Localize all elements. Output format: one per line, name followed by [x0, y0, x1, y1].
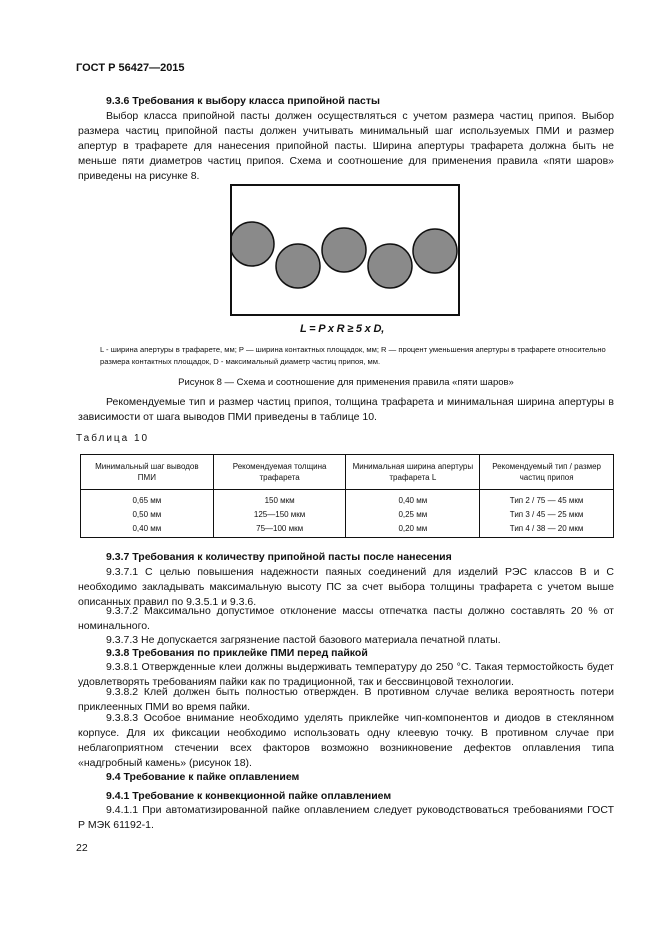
- table-header-cell: Минимальная ширина апертуры трафарета L: [346, 455, 480, 490]
- table-header-cell: Минимальный шаг выводов ПМИ: [81, 455, 214, 490]
- figure-8-frame: [230, 184, 460, 316]
- document-header: ГОСТ Р 56427—2015: [76, 62, 185, 74]
- table-cell: Тип 4 / 38 — 20 мкм: [480, 521, 614, 538]
- figure-caption: Рисунок 8 — Схема и соотношение для применения правила «пяти шаров»: [178, 377, 514, 388]
- table-cell: 75—100 мкм: [213, 521, 346, 538]
- paragraph-9-3-8-1: 9.3.8.1 Отвержденные клеи должны выдерживать температуру до 250 °С. Такая термостойкость будет удовлетворять требованиям пайки как по традиционной, так и бессвинцовой технологии.: [78, 661, 614, 688]
- table-header-cell: Рекомендуемая толщина трафарета: [213, 455, 346, 490]
- solder-ball: [276, 244, 320, 288]
- paragraph-9-3-8-2: 9.3.8.2 Клей должен быть полностью отвержден. В противном случае велика вероятность потери приклеенных ПМИ во время пайки.: [78, 686, 614, 713]
- table-10: [80, 454, 614, 538]
- section-heading-9-3-6: 9.3.6 Требования к выбору класса припойной пасты: [106, 95, 380, 107]
- table-row: [81, 490, 614, 508]
- solder-ball: [413, 229, 457, 273]
- table-cell: 0,20 мм: [346, 521, 480, 538]
- five-balls-diagram: [232, 186, 458, 314]
- table-caption: Таблица 10: [76, 433, 150, 444]
- section-heading-9-3-7: 9.3.7 Требования к количеству припойной пасты после нанесения: [106, 551, 452, 563]
- solder-ball: [232, 222, 274, 266]
- table-intro-text: Рекомендуемые тип и размер частиц припоя, толщина трафарета и минимальная ширина апертуры в зависимости от шага выводов ПМИ приведены в таблице 10.: [78, 396, 614, 423]
- paragraph-9-4-1-1: 9.4.1.1 При автоматизированной пайке оплавлением следует руководствоваться требованиями ГОСТ Р МЭК 61192-1.: [78, 804, 614, 831]
- section-heading-9-4-1: 9.4.1 Требование к конвекционной пайке оплавлением: [106, 790, 392, 802]
- table-cell: 0,40 мм: [81, 521, 214, 538]
- solder-ball: [322, 228, 366, 272]
- table-cell: 0,25 мм: [346, 507, 480, 521]
- table-cell: 0,65 мм: [81, 490, 214, 508]
- paragraph-9-3-7-2: 9.3.7.2 Максимально допустимое отклонение массы отпечатка пасты должно составлять 20 % от номинального.: [78, 605, 614, 632]
- paragraph-9-3-7-3: 9.3.7.3 Не допускается загрязнение пастой базового материала печатной платы.: [106, 634, 501, 646]
- solder-ball: [368, 244, 412, 288]
- table-cell: Тип 3 / 45 — 25 мкм: [480, 507, 614, 521]
- section-heading-9-3-8: 9.3.8 Требования по приклейке ПМИ перед пайкой: [106, 647, 368, 659]
- section-text-9-3-6: Выбор класса припойной пасты должен осуществляться с учетом размера частиц припоя. Выбор размера частиц припойной пасты должен учитывать минимальный шаг используемых ПМИ и размер апертур в трафарете для нанесения припойной пасты. Ширина апертуры трафарета должна быть не меньше пяти диаметров частиц припоя. Схема и соотношение для применения правила «пяти шаров» приведены на рисунке 8.: [78, 110, 614, 182]
- table-cell: 0,40 мм: [346, 490, 480, 508]
- paragraph-9-3-7-1: 9.3.7.1 С целью повышения надежности паяных соединений для изделий РЭС классов В и С необходимо закладывать максимальную высоту ПС за счет выбора толщины трафарета с учетом выше описанных правил по 9.3.5.1 и 9.3.6.: [78, 566, 614, 608]
- figure-formula: L = P x R ≥ 5 x D,: [300, 323, 385, 335]
- table-row: [81, 521, 614, 538]
- page-number: 22: [76, 842, 88, 854]
- table-cell: 0,50 мм: [81, 507, 214, 521]
- table-cell: 150 мкм: [213, 490, 346, 508]
- paragraph-9-3-8-3: 9.3.8.3 Особое внимание необходимо уделять приклейке чип-компонентов и диодов в стеклянном корпусе. Для их фиксации необходимо использовать одну клеевую точку. В противном случае при неблагоприятном стечении всех факторов возможно возникновение дефектов оплавления типа «надгробный камень» (рисунок 18).: [78, 712, 614, 769]
- table-cell: Тип 2 / 75 — 45 мкм: [480, 490, 614, 508]
- table-header-cell: Рекомендуемый тип / размер частиц припоя: [480, 455, 614, 490]
- section-heading-9-4: 9.4 Требование к пайке оплавлением: [106, 771, 300, 783]
- table-cell: 125—150 мкм: [213, 507, 346, 521]
- figure-legend: L - ширина апертуры в трафарете, мм; P — ширина контактных площадок, мм; R — процент уменьшения апертуры в трафарете относительно размера контактных площадок, D - максимальный диаметр частиц припоя, мм.: [100, 345, 606, 366]
- table-row: [81, 507, 614, 521]
